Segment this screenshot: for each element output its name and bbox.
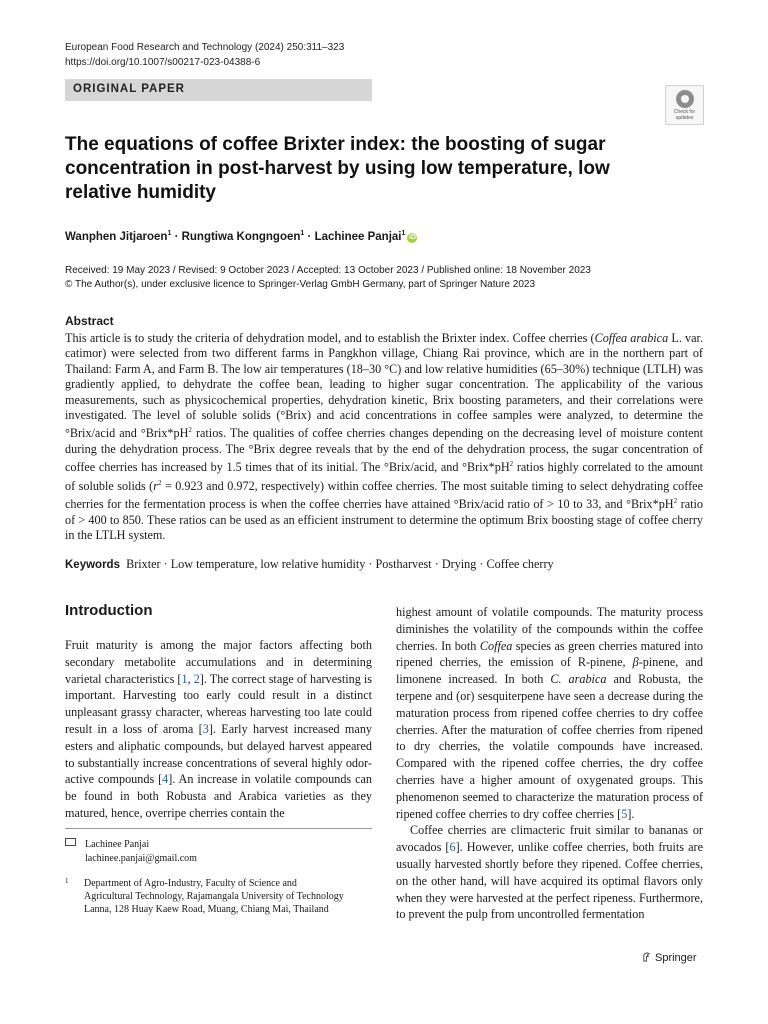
history-dates: Received: 19 May 2023 / Revised: 9 October 2023 / Accepted: 13 October 2023 / Published online: 18 November 2023 [65,265,591,276]
affiliation-text: Department of Agro-Industry, Faculty of Science and Agricultural Technology, Rajamangala University of Technology Lanna, 128 Huay Kaew Road, Muang, Chiang Mai, Thailand [84,878,344,915]
check-for-updates-badge[interactable] [665,85,704,125]
corresponding-author: Lachinee Panjai [85,839,150,850]
check-for-updates-icon [676,90,694,108]
author-list: Wanphen Jitjaroen$^1$ · Rungtiwa Kongngoen$^1$ · Lachinee Panjai$^1$iD [65,230,416,243]
author-affiliation-mark: 1 [300,230,305,237]
paragraph: highest amount of volatile compounds. The maturity process diminishes the volatility of the compounds within the coffee cherries. In both Coffea species as green cherries matured into ripened cherries, the emission of R-pinene, β-pinene, and limonene increased. In both C. arabica and Robusta, the terpene and (or) sesquiterpene have seen a decrease during the maturation process from ripened coffee cherries to dry coffee cherries. After the maturation of coffee cherries from ripened to dry cherries, the volatile compounds have increased. Compared with the ripened coffee cherries, the dry coffee cherries have a higher amount of oxygenated groups. This phenomenon seemed to characterize the maturation process of ripened coffee cherries to dry coffee cherries [5]. [396,605,704,821]
envelope-icon [65,838,76,846]
copyright-line: © The Author(s), under exclusive licence to Springer-Verlag GmbH Germany, part of Springer Nature 2023 [65,278,535,290]
citation-link[interactable]: 4 [162,772,169,787]
correspondence [65,838,197,866]
paragraph: Fruit maturity is among the major factors affecting both secondary metabolite accumulations and in determining varietal characteristics [1, 2]. The correct stage of harvesting is important. Harvesting too early could result in a distinct unpleasant grassy character, whereas harvesting too late could result in a loss of aroma [3]. Early harvest increased many esters and aliphatic compounds, but delayed harvest appeared to substantially increase concentrations of several highly odor-active compounds [4]. An increase in volatile compounds can be found in both Robusta and Arabica varieties as they matured, hence, overripe cherries contain the [65,638,373,820]
introduction-column-left [65,637,372,822]
footnote-divider [65,828,372,829]
keywords [65,556,554,573]
abstract-heading: Abstract [65,314,114,328]
citation-link[interactable]: 1 [181,671,188,686]
author-name: Wanphen Jitjaroen [65,230,168,243]
article-type-label: ORIGINAL PAPER [73,83,185,95]
author-affiliation-mark: 1 [167,230,172,237]
citation-link[interactable]: 2 [193,671,200,686]
introduction-column-right [396,604,703,923]
article-type-banner [65,79,372,101]
author-affiliation-mark: 1 [401,230,406,237]
publication-dates [65,264,591,291]
keywords-text: Brixter · Low temperature, low relative humidity · Postharvest · Drying · Coffee cherry [126,557,554,571]
author-name: Rungtiwa Kongngoen [181,230,301,243]
doi-link[interactable]: https://doi.org/10.1007/s00217-023-04388-6 [65,57,261,68]
affiliation-number: 1 [65,877,69,885]
publisher-name: Springer [655,952,697,964]
journal-citation: European Food Research and Technology (2024) 250:311–323 [65,42,345,53]
citation-link[interactable]: 3 [202,721,209,736]
keywords-label: Keywords [65,559,120,571]
citation-link[interactable]: 5 [621,806,628,821]
springer-logo-icon [642,952,651,962]
citation-link[interactable]: 6 [449,840,456,855]
check-for-updates-line1: Check for [673,109,696,115]
introduction-heading: Introduction [65,602,153,619]
check-for-updates-line2: updates [675,115,694,121]
author-name: Lachinee Panjai [314,230,402,243]
paragraph: Coffee cherries are climacteric fruit similar to bananas or avocados [6]. However, unlike coffee cherries, both fruits are usually harvested shortly before they ripened. Coffee cherries, on the other hand, will have acquired its optimal flavors only when they were harvested at the perfect ripeness. Furthermore, to prevent the pulp from uncontrolled fermentation [396,823,703,922]
email-link[interactable]: lachinee.panjai@gmail.com [85,853,197,864]
journal-header [65,40,344,70]
publisher-footer [642,952,697,964]
paper-title: The equations of coffee Brixter index: the boosting of sugar concentration in post-harvest by using low temperature, low relative humidity [65,134,610,203]
orcid-icon[interactable]: iD [408,233,416,241]
abstract-text: This article is to study the criteria of dehydration model, and to establish the Brixter index. Coffee cherries (Coffea arabica L. var. catimor) were selected from two different farms in Pangkhon village, Chiang Rai province, which are in the northern part of Thailand: Farm A, and Farm B. The low air temperatures (18–30 °C) and low relative humidities (65–30%) technique (LTLH) was gradiently applied, to dehydrate the coffee bean, leading to higher sugar concentration. The applicability of the various measurements, such as physicochemical properties, dehydration kinetic, Brix boosting parameters, and their correlations were investigated. The level of soluble solids (°Brix) and acid concentrations in coffee samples were analyzed, to determine the °Brix/acid and $^\circ Brix*pH^2$ ratios. The qualities of coffee cherries changes depending on the decreasing level of moisture content during the dehydration process. The °Brix degree reveals that by the end of the dehydration process, the sugar concentration of coffee cherries has increased by 1.5 times that of its initial. The °Brix/acid, and $^\circ Brix*pH^2$ ratios highly correlated to the amount of soluble solids ($r^2 = 0.923$ and 0.972, respectively) within coffee cherries. The most suitable timing to select dehydrating coffee cherries for the fermentation process is when the coffee cherries have attained °Brix/acid ratio of > 10 to 33, and $^\circ Brix*pH^2$ ratio of > 400 to 850. These ratios can be used as an efficient instrument to determine the optimum Brix boosting stage of coffee cherry in the LTLH system. [65,331,703,543]
